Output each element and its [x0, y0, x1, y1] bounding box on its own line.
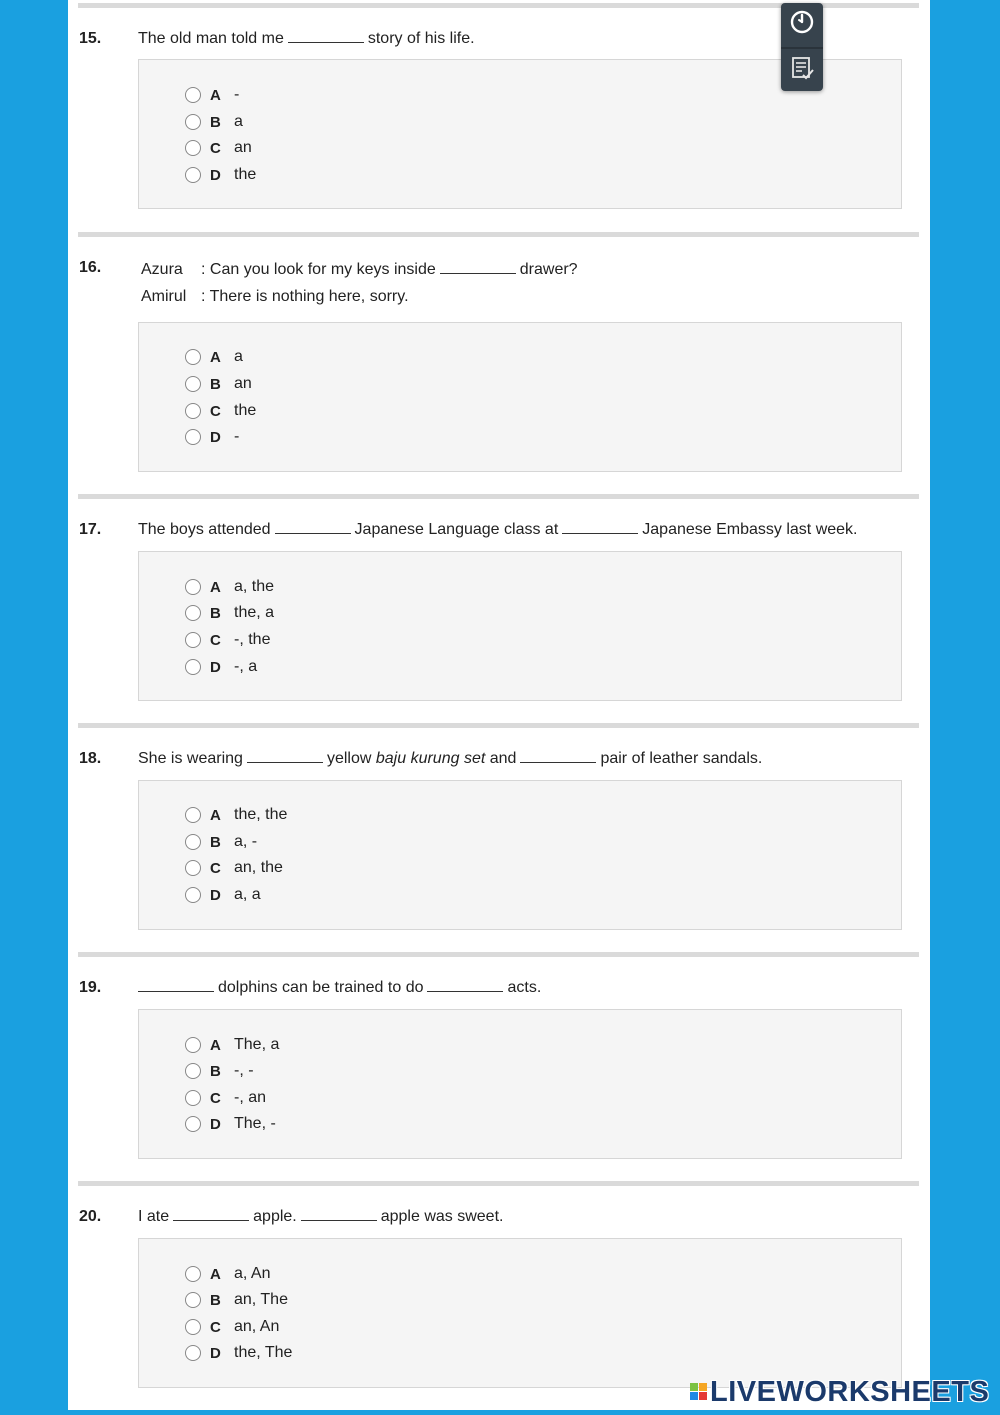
question-separator: [78, 494, 919, 499]
floating-toolbar: [781, 3, 823, 91]
logo-squares-icon: [690, 1383, 708, 1401]
option-d[interactable]: D -, a: [185, 657, 257, 677]
radio-button[interactable]: [185, 140, 201, 156]
blank: [173, 1208, 249, 1221]
question-number: 17.: [79, 521, 102, 538]
radio-button[interactable]: [185, 632, 201, 648]
options-panel: [138, 322, 902, 472]
radio-button[interactable]: [185, 860, 201, 876]
radio-button[interactable]: [185, 887, 201, 903]
option-c[interactable]: C an: [185, 138, 252, 158]
question-number: 16.: [79, 259, 102, 276]
radio-button[interactable]: [185, 167, 201, 183]
option-d[interactable]: D the, The: [185, 1343, 292, 1363]
check-answers-icon: [788, 54, 816, 87]
timer-icon: [789, 9, 815, 40]
options-panel: [138, 780, 902, 930]
option-a[interactable]: A -: [185, 85, 239, 105]
options-panel: [138, 1009, 902, 1159]
option-d[interactable]: D -: [185, 427, 239, 447]
option-d[interactable]: D a, a: [185, 885, 261, 905]
option-d[interactable]: D The, -: [185, 1114, 276, 1134]
radio-button[interactable]: [185, 1266, 201, 1282]
dialog-line-azura: Azura : Can you look for my keys inside drawer?: [141, 261, 578, 278]
blank: [138, 979, 214, 992]
radio-button[interactable]: [185, 376, 201, 392]
question-text: I ate apple. apple was sweet.: [138, 1208, 504, 1225]
brand-name: LIVEWORKSHEETS: [710, 1375, 990, 1408]
option-b[interactable]: B a: [185, 112, 243, 132]
blank: [301, 1208, 377, 1221]
options-panel: [138, 1238, 902, 1388]
check-answers-button[interactable]: [781, 49, 823, 91]
timer-button[interactable]: [781, 3, 823, 45]
radio-button[interactable]: [185, 429, 201, 445]
option-a[interactable]: A the, the: [185, 805, 287, 825]
radio-button[interactable]: [185, 1037, 201, 1053]
question-separator: [78, 1181, 919, 1186]
blank: [520, 750, 596, 763]
radio-button[interactable]: [185, 349, 201, 365]
option-b[interactable]: B a, -: [185, 832, 257, 852]
question-text: The boys attended Japanese Language class at Japanese Embassy last week.: [138, 521, 858, 538]
radio-button[interactable]: [185, 1319, 201, 1335]
radio-button[interactable]: [185, 1063, 201, 1079]
option-b[interactable]: B the, a: [185, 603, 274, 623]
radio-button[interactable]: [185, 807, 201, 823]
option-a[interactable]: A a, An: [185, 1264, 270, 1284]
radio-button[interactable]: [185, 87, 201, 103]
option-b[interactable]: B -, -: [185, 1061, 254, 1081]
blank: [247, 750, 323, 763]
question-separator: [78, 232, 919, 237]
radio-button[interactable]: [185, 114, 201, 130]
option-c[interactable]: C an, the: [185, 858, 283, 878]
question-text: dolphins can be trained to do acts.: [138, 979, 541, 997]
question-number: 15.: [79, 30, 102, 47]
options-panel: [138, 551, 902, 701]
radio-button[interactable]: [185, 1345, 201, 1361]
option-c[interactable]: C -, an: [185, 1088, 266, 1108]
option-d[interactable]: D the: [185, 165, 256, 185]
dialog-line-amirul: Amirul : There is nothing here, sorry.: [141, 288, 409, 305]
radio-button[interactable]: [185, 579, 201, 595]
question-separator: [78, 723, 919, 728]
option-c[interactable]: C an, An: [185, 1317, 279, 1337]
option-b[interactable]: B an, The: [185, 1290, 288, 1310]
option-b[interactable]: B an: [185, 374, 252, 394]
blank: [440, 261, 516, 274]
worksheet-page: [68, 0, 930, 1410]
question-number: 19.: [79, 979, 102, 996]
option-c[interactable]: C the: [185, 401, 256, 421]
radio-button[interactable]: [185, 403, 201, 419]
question-number: 18.: [79, 750, 102, 767]
blank: [562, 521, 638, 534]
question-text: She is wearing yellow baju kurung set and pair of leather sandals.: [138, 750, 763, 767]
blank: [288, 30, 364, 43]
radio-button[interactable]: [185, 1090, 201, 1106]
radio-button[interactable]: [185, 1116, 201, 1132]
option-c[interactable]: C -, the: [185, 630, 270, 650]
radio-button[interactable]: [185, 834, 201, 850]
option-a[interactable]: A The, a: [185, 1035, 279, 1055]
question-number: 20.: [79, 1208, 102, 1225]
radio-button[interactable]: [185, 605, 201, 621]
radio-button[interactable]: [185, 1292, 201, 1308]
option-a[interactable]: A a, the: [185, 577, 274, 597]
radio-button[interactable]: [185, 659, 201, 675]
blank: [427, 979, 503, 992]
question-separator: [78, 952, 919, 957]
blank: [275, 521, 351, 534]
question-text: The old man told me story of his life.: [138, 30, 475, 47]
option-a[interactable]: A a: [185, 347, 243, 367]
liveworksheets-logo: [690, 1376, 989, 1408]
